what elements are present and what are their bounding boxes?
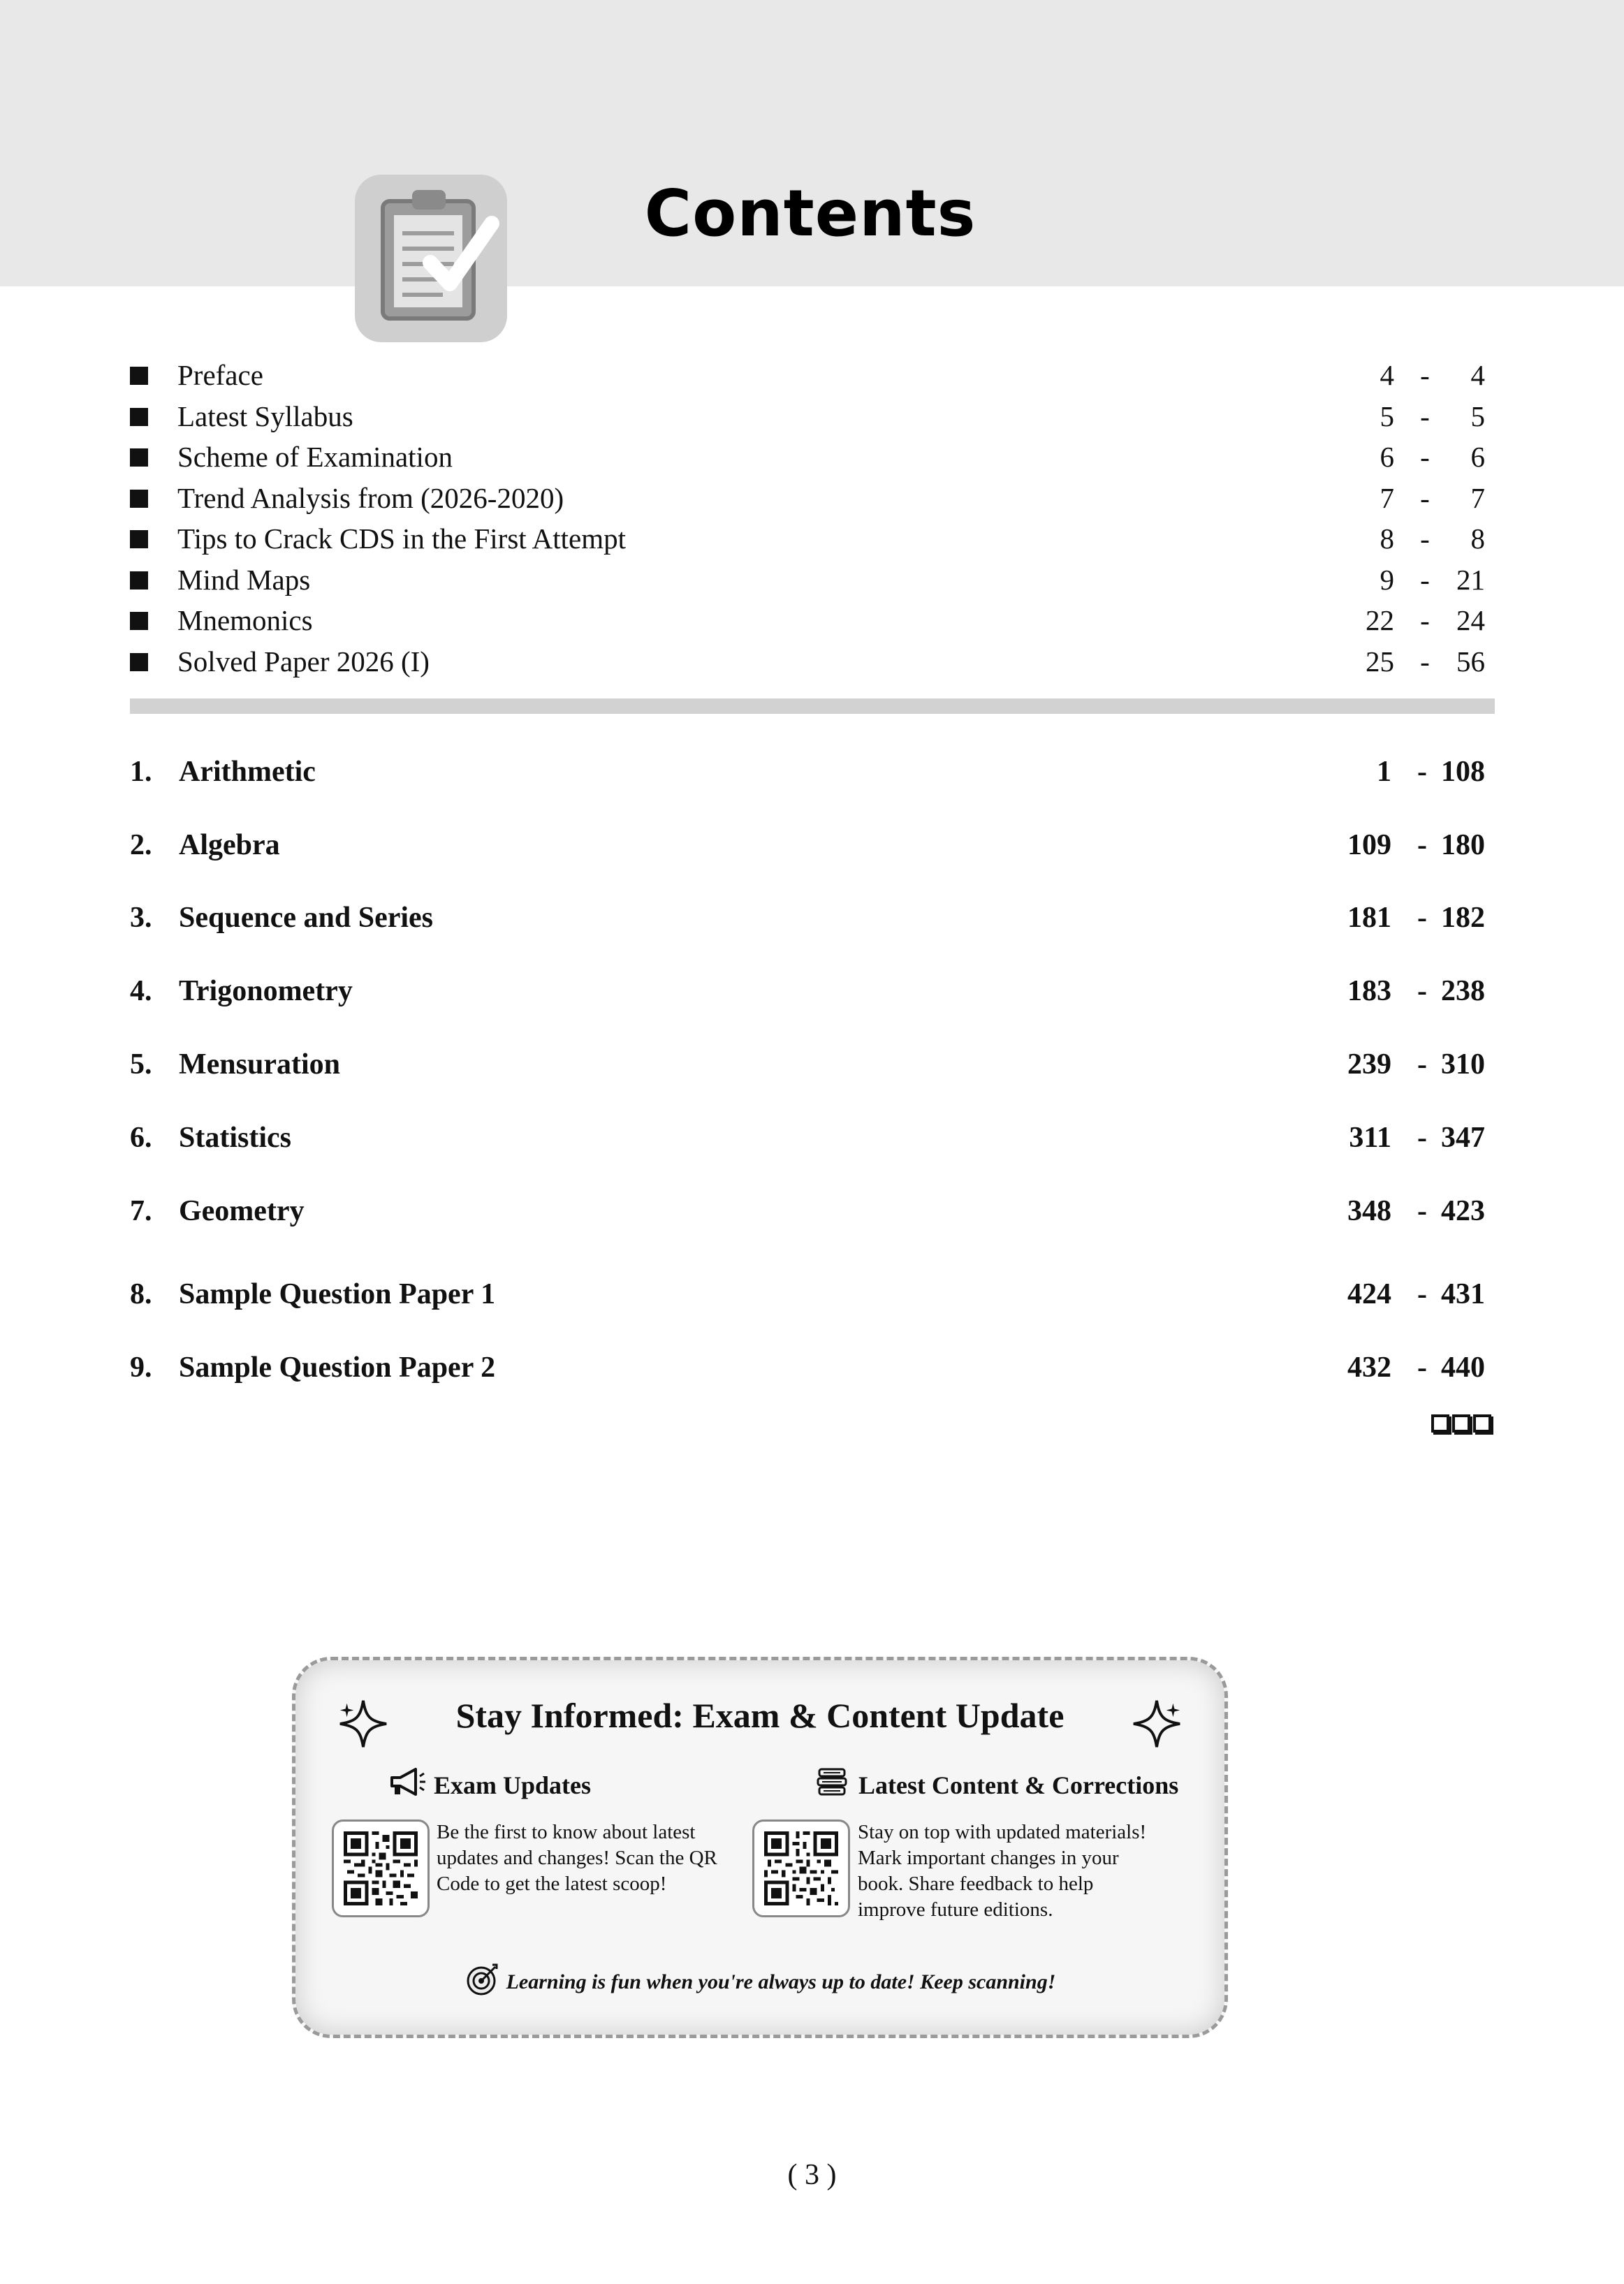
chapter-title: Sample Question Paper 1 bbox=[179, 1278, 496, 1310]
section-divider bbox=[130, 698, 1495, 714]
entry-title: Solved Paper 2026 (I) bbox=[177, 645, 430, 678]
page-range: 311 - 347 bbox=[1349, 1122, 1485, 1154]
chapter-number: 7. bbox=[130, 1195, 152, 1227]
chapter-title: Statistics bbox=[179, 1122, 291, 1154]
clipboard-check-icon bbox=[355, 175, 507, 342]
list-item[interactable] bbox=[130, 478, 1485, 519]
chapter-entry[interactable] bbox=[130, 1044, 1485, 1085]
entry-title: Tips to Crack CDS in the First Attempt bbox=[177, 522, 627, 555]
page-range: 109 - 180 bbox=[1347, 829, 1485, 861]
box-title: Stay Informed: Exam & Content Update bbox=[455, 1696, 1065, 1735]
page-range: 8 - 8 bbox=[1380, 522, 1485, 555]
page-range: 424 - 431 bbox=[1347, 1278, 1485, 1310]
square-bullet-icon bbox=[130, 530, 148, 548]
square-bullet-icon bbox=[130, 571, 148, 590]
page-range: 181 - 182 bbox=[1347, 902, 1485, 934]
list-item[interactable] bbox=[130, 518, 1485, 559]
entry-title: Preface bbox=[177, 359, 263, 391]
chapter-title: Arithmetic bbox=[179, 756, 316, 788]
chapter-entry[interactable] bbox=[130, 824, 1485, 866]
exam-updates-heading: Exam Updates bbox=[388, 1766, 591, 1803]
square-bullet-icon bbox=[130, 612, 148, 630]
chapter-number: 8. bbox=[130, 1278, 152, 1310]
page-range: 1 - 108 bbox=[1377, 756, 1485, 788]
entry-title: Scheme of Examination bbox=[177, 441, 453, 473]
exam-updates-text: Be the first to know about latest updates and changes! Scan the QR Code to get the latest scoop! bbox=[437, 1821, 717, 1895]
page-range: 239 - 310 bbox=[1347, 1048, 1485, 1081]
hollow-square-icon bbox=[1452, 1414, 1470, 1433]
chapter-entry[interactable] bbox=[130, 897, 1485, 939]
entry-title: Mind Maps bbox=[177, 563, 311, 596]
page-range: 22 - 24 bbox=[1366, 604, 1485, 636]
chapter-title: Mensuration bbox=[179, 1048, 340, 1081]
list-item[interactable] bbox=[130, 355, 1485, 396]
entry-title: Latest Syllabus bbox=[177, 400, 353, 432]
list-item[interactable] bbox=[130, 600, 1485, 641]
square-bullet-icon bbox=[130, 408, 148, 426]
list-item[interactable] bbox=[130, 641, 1485, 682]
chapter-title: Sequence and Series bbox=[179, 902, 434, 934]
page-range: 6 - 6 bbox=[1380, 441, 1485, 473]
chapter-entry[interactable] bbox=[130, 1190, 1485, 1232]
page-number: ( 3 ) bbox=[787, 2159, 837, 2191]
chapter-entry[interactable] bbox=[130, 751, 1485, 793]
chapter-title: Trigonometry bbox=[179, 975, 353, 1007]
page-range: 25 - 56 bbox=[1366, 645, 1485, 678]
preliminary-list bbox=[130, 355, 1485, 682]
end-of-section-marks bbox=[1431, 1414, 1491, 1433]
page-range: 7 - 7 bbox=[1380, 481, 1485, 514]
square-bullet-icon bbox=[130, 367, 148, 385]
page-range: 348 - 423 bbox=[1347, 1195, 1485, 1227]
hollow-square-icon bbox=[1431, 1414, 1449, 1433]
chapter-number: 1. bbox=[130, 756, 152, 788]
chapter-entry[interactable] bbox=[130, 1117, 1485, 1159]
page-range: 5 - 5 bbox=[1380, 400, 1485, 432]
chapter-entry[interactable] bbox=[130, 970, 1485, 1012]
update-info-box bbox=[292, 1657, 1228, 2038]
qr-code-content-corrections[interactable] bbox=[752, 1820, 850, 1917]
chapter-entry[interactable] bbox=[130, 1273, 1485, 1315]
chapter-number: 3. bbox=[130, 902, 152, 934]
page-title: Contents bbox=[644, 176, 976, 251]
chapter-entry[interactable] bbox=[130, 1347, 1485, 1389]
box-footer: Learning is fun when you're always up to date! Keep scanning! bbox=[295, 1962, 1224, 2003]
page-range: 432 - 440 bbox=[1347, 1352, 1485, 1384]
page-range: 9 - 21 bbox=[1380, 563, 1485, 596]
chapter-title: Geometry bbox=[179, 1195, 305, 1227]
chapter-title: Algebra bbox=[179, 829, 280, 861]
square-bullet-icon bbox=[130, 448, 148, 467]
content-corrections-heading: Latest Content & Corrections bbox=[812, 1766, 1178, 1803]
list-item[interactable] bbox=[130, 396, 1485, 437]
chapter-number: 6. bbox=[130, 1122, 152, 1154]
sparkle-icon bbox=[1129, 1697, 1184, 1751]
page-range: 183 - 238 bbox=[1347, 975, 1485, 1007]
target-icon bbox=[464, 1962, 499, 2003]
square-bullet-icon bbox=[130, 653, 148, 671]
list-item[interactable] bbox=[130, 559, 1485, 601]
chapter-number: 4. bbox=[130, 975, 152, 1007]
books-icon bbox=[812, 1766, 851, 1803]
list-item[interactable] bbox=[130, 437, 1485, 478]
content-corrections-text: Stay on top with updated materials! Mark important changes in your book. Share feedback to help improve future editions. bbox=[858, 1821, 1147, 1921]
chapter-number: 2. bbox=[130, 829, 152, 861]
chapter-number: 9. bbox=[130, 1352, 152, 1384]
qr-code-exam-updates[interactable] bbox=[332, 1820, 430, 1917]
megaphone-icon bbox=[388, 1766, 427, 1803]
square-bullet-icon bbox=[130, 490, 148, 508]
hollow-square-icon bbox=[1473, 1414, 1491, 1433]
page-range: 4 - 4 bbox=[1380, 359, 1485, 391]
chapter-title: Sample Question Paper 2 bbox=[179, 1352, 496, 1384]
entry-title: Mnemonics bbox=[177, 604, 313, 636]
entry-title: Trend Analysis from (2026-2020) bbox=[177, 481, 564, 514]
chapter-number: 5. bbox=[130, 1048, 152, 1081]
